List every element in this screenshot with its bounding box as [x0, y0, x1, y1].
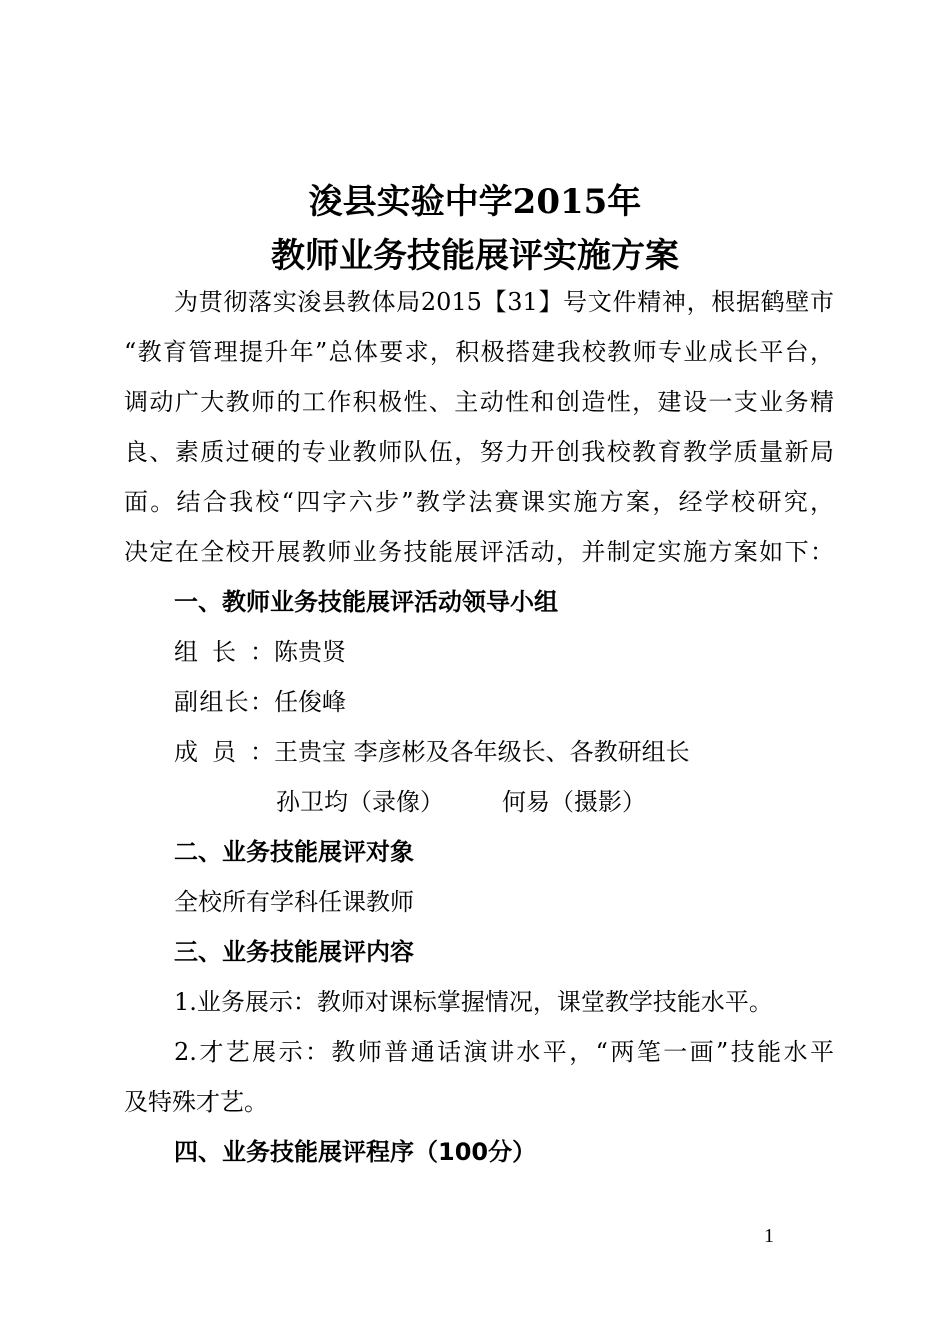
intro-paragraph-line: 面。结合我校“四字六步”教学法赛课实施方案，经学校研究，	[124, 488, 834, 516]
document-title-line-2: 教师业务技能展评实施方案	[271, 236, 679, 276]
section-3-item-2-continued: 及特殊才艺。	[124, 1088, 268, 1116]
intro-paragraph-line: 良、素质过硬的专业教师队伍，努力开创我校教育教学质量新局	[124, 438, 834, 466]
members-label: 成员：	[174, 738, 274, 766]
deputy-row	[174, 687, 834, 717]
video-recorder-name: 孙卫均（录像）	[276, 788, 444, 816]
section-3-item-2: 2.才艺展示：教师普通话演讲水平，“两笔一画”技能水平	[174, 1038, 834, 1066]
intro-paragraph-line: “教育管理提升年”总体要求，积极搭建我校教师专业成长平台，	[124, 338, 834, 366]
section-2-heading: 二、业务技能展评对象	[174, 838, 414, 866]
leader-name: 陈贵贤	[274, 638, 346, 666]
section-4-heading: 四、业务技能展评程序（100分）	[174, 1138, 537, 1166]
intro-paragraph-line: 决定在全校开展教师业务技能展评活动，并制定实施方案如下：	[124, 538, 834, 566]
photographer-name: 何易（摄影）	[502, 788, 646, 816]
leader-row	[174, 637, 834, 667]
members-names: 王贵宝 李彦彬及各年级长、各教研组长	[274, 738, 690, 766]
page-number: 1	[764, 1225, 774, 1247]
section-3-item-1: 1.业务展示：教师对课标掌握情况，课堂教学技能水平。	[174, 988, 773, 1016]
leader-label: 组长：	[174, 638, 274, 666]
document-title-line-1: 浚县实验中学2015年	[308, 182, 642, 222]
members-row	[174, 737, 834, 767]
intro-paragraph-line: 调动广大教师的工作积极性、主动性和创造性，建设一支业务精	[124, 388, 834, 416]
deputy-label: 副组长：	[174, 688, 274, 716]
deputy-name: 任俊峰	[274, 688, 346, 716]
section-2-text: 全校所有学科任课教师	[174, 888, 414, 916]
section-1-heading: 一、教师业务技能展评活动领导小组	[174, 588, 558, 616]
intro-paragraph-line: 为贯彻落实浚县教体局2015【31】号文件精神，根据鹤壁市	[174, 288, 834, 316]
members-extra-row	[276, 787, 776, 817]
section-3-heading: 三、业务技能展评内容	[174, 938, 414, 966]
